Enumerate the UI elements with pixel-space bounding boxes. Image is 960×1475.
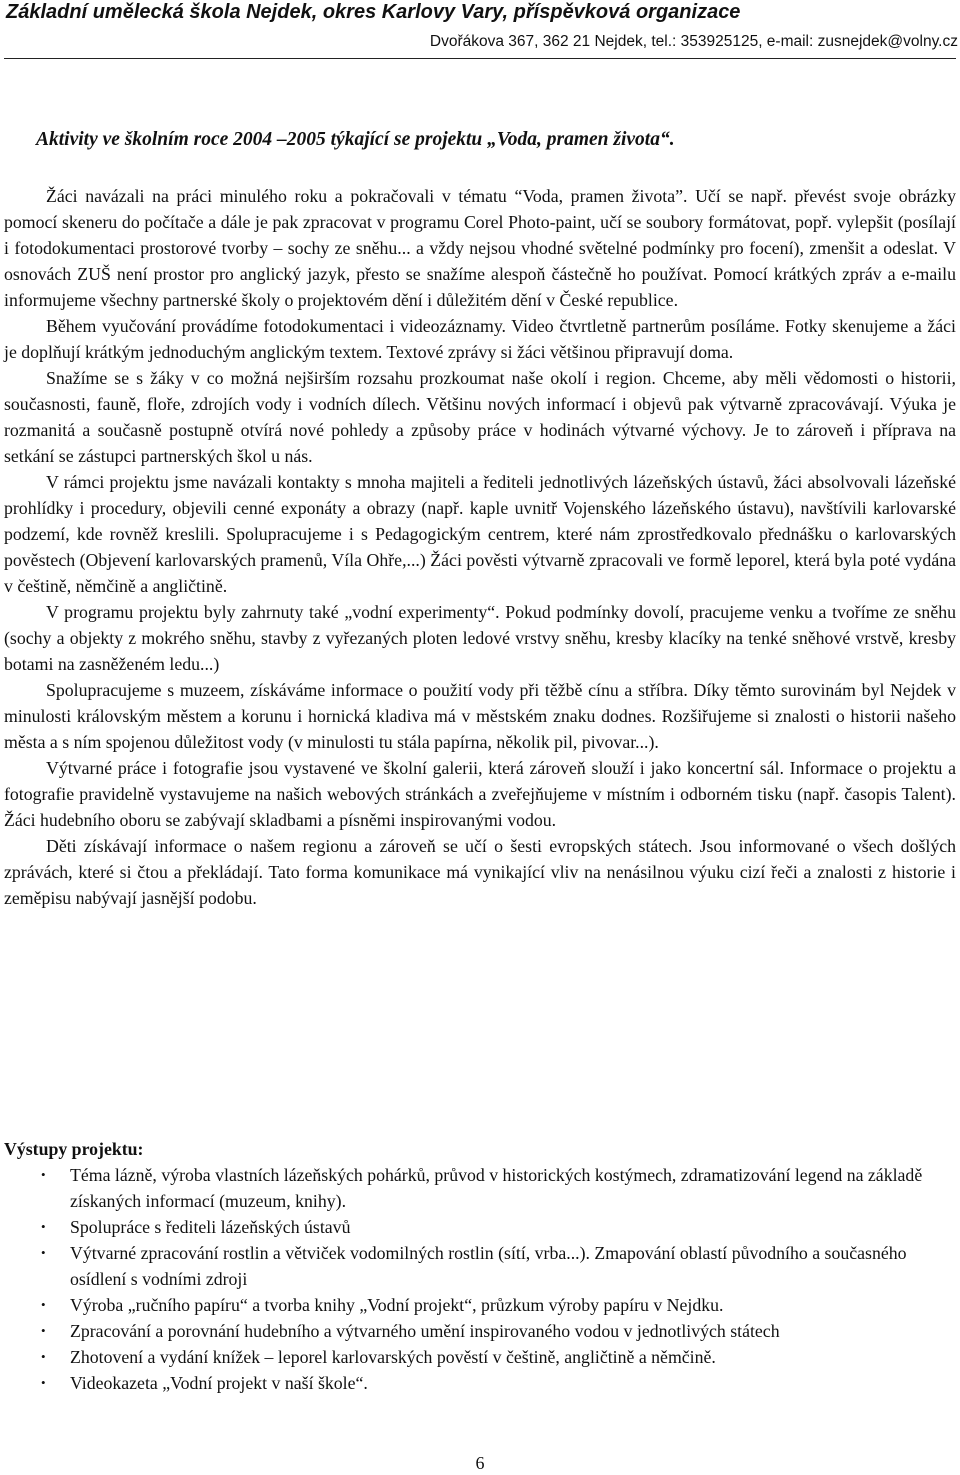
list-item-text: Výtvarné zpracování rostlin a větviček vodomilných rostlin (sítí, vrba...). Zmapování oblastí původního a současného osídlení s vodními zdroji: [70, 1243, 907, 1289]
school-address: Dvořákova 367, 362 21 Nejdek, tel.: 353925125, e-mail: zusnejdek@volny.cz: [429, 33, 958, 50]
list-item-text: Zpracování a porovnání hudebního a výtvarného umění inspirovaného vodou v jednotlivých státech: [70, 1321, 780, 1341]
list-item-text: Zhotovení a vydání knížek – leporel karlovarských pověstí v češtině, angličtině a němčině.: [70, 1347, 716, 1367]
list-item: [4, 1292, 956, 1318]
list-item: [4, 1344, 956, 1370]
list-item: [4, 1240, 956, 1292]
outputs-heading: Výstupy projektu:: [4, 1139, 144, 1159]
outputs-list: [4, 1162, 956, 1396]
bullet-icon: •: [41, 1349, 46, 1364]
list-item: [4, 1318, 956, 1344]
document-subject: Aktivity ve školním roce 2004 –2005 týkající se projektu „Voda, pramen života“.: [36, 129, 675, 150]
bullet-icon: •: [41, 1375, 46, 1390]
list-item-text: Téma lázně, výroba vlastních lázeňských pohárků, průvod v historických kostýmech, zdramatizování legend na základě získaných informací (muzeum, knihy).: [70, 1165, 923, 1211]
paragraph: V programu projektu byly zahrnuty také „vodní experimenty“. Pokud podmínky dovolí, pracujeme venku a tvoříme ze sněhu (sochy a objekty z mokrého sněhu, stavby z vyřezaných ploten ledové vrstvy sněhu, kresby klacíky na tenké sněhové vrstvě, kresby botami na zasněženém ledu...): [4, 602, 956, 674]
bullet-icon: •: [41, 1167, 46, 1182]
list-item-text: Výroba „ručního papíru“ a tvorba knihy „Vodní projekt“, průzkum výroby papíru v Nejdku.: [70, 1295, 724, 1315]
paragraph: Výtvarné práce i fotografie jsou vystavené ve školní galerii, která zároveň slouží i jako koncertní sál. Informace o projektu a fotografie pravidelně vystavujeme na našich webových stránkách a zveřejňujeme v místním i odborném tisku (např. časopis Talent). Žáci hudebního oboru se zabývají skladbami a písněmi inspirovanými vodou.: [4, 758, 956, 830]
paragraph: V rámci projektu jsme navázali kontakty s mnoha majiteli a řediteli jednotlivých lázeňských ústavů, žáci absolvovali lázeňské prohlídky i procedury, objevili cenné exponáty a obrazy (např. kaple uvnitř Vojenského lázeňského ústavu), navštívili karlovarské podzemí, kde rovněž kreslili. Spolupracujeme i s Pedagogickým centrem, které nám zprostředkovalo přednášku o karlovarských pověstech (Objevení karlovarských pramenů, Víla Ohře,...) Žáci pověsti výtvarně zpracovali ve formě leporel, která byla poté vydána v češtině, němčině a angličtině.: [4, 472, 956, 596]
bullet-icon: •: [41, 1219, 46, 1234]
paragraph: Během vyučování provádíme fotodokumentaci i videozáznamy. Video čtvrtletně partnerům posíláme. Fotky skenujeme a žáci je doplňují krátkým jednoduchým anglickým textem. Textové zprávy si žáci většinou připravují doma.: [4, 316, 956, 362]
paragraph: Děti získávají informace o našem regionu a zároveň se učí o šesti evropských státech. Jsou informované o všech došlých zprávách, které si čtou a překládají. Tato forma komunikace má vynikající vliv na nenásilnou výuku cizí řeči a znalosti z historie i zeměpisu nabývají jasnější podobu.: [4, 836, 956, 908]
body-text: [4, 183, 956, 911]
bullet-icon: •: [41, 1297, 46, 1312]
bullet-icon: •: [41, 1323, 46, 1338]
paragraph: Spolupracujeme s muzeem, získáváme informace o použití vody při těžbě cínu a stříbra. Díky těmto surovinám byl Nejdek v minulosti královským městem a korunu i hornická kladiva má v městském znaku dodnes. Rozšiřujeme si znalosti o historii našeho města a s ním spojenou důležitost vody (v minulosti tu stála papírna, několik pil, pivovar...).: [4, 680, 956, 752]
project-outputs-section: [4, 1136, 956, 1396]
paragraph: Snažíme se s žáky v co možná nejširším rozsahu prozkoumat naše okolí i region. Chceme, aby měli vědomosti o historii, současnosti, fauně, floře, zdrojích vody i vodních dílech. Většinu nových informací i objevů pak výtvarně zpracovávají. Výuka je rozmanitá a současně postupně otvírá nové pohledy a způsoby práce v hodinách výtvarné výchovy. Je to zároveň i příprava na setkání se zástupci partnerských škol u nás.: [4, 368, 956, 466]
list-item-text: Videokazeta „Vodní projekt v naší škole“.: [70, 1373, 368, 1393]
list-item: [4, 1370, 956, 1396]
paragraph: Žáci navázali na práci minulého roku a pokračovali v tématu “Voda, pramen života”. Učí se např. převést svoje obrázky pomocí skeneru do počítače a dále je pak zpracovat v programu Corel Photo-paint, učí se soubory formátovat, popř. vylepšit (posílají i fotodokumentaci prostorové tvorby – sochy ze sněhu... a vždy nejsou vhodné světelné podmínky pro focení), zmenšit a odeslat. V osnovách ZUŠ není prostor pro anglický jazyk, přesto se snažíme alespoň částečně ho používat. Pomocí krátkých zpráv a e-mailu informujeme všechny partnerské školy o projektovém dění i důležitém dění v České republice.: [4, 186, 956, 310]
list-item: [4, 1214, 956, 1240]
header-divider: [4, 58, 956, 59]
school-name-heading: Základní umělecká škola Nejdek, okres Karlovy Vary, příspěvková organizace: [6, 1, 741, 23]
page-number: 6: [475, 1453, 485, 1473]
list-item: [4, 1162, 956, 1214]
list-item-text: Spolupráce s řediteli lázeňských ústavů: [70, 1217, 351, 1237]
bullet-icon: •: [41, 1245, 46, 1260]
